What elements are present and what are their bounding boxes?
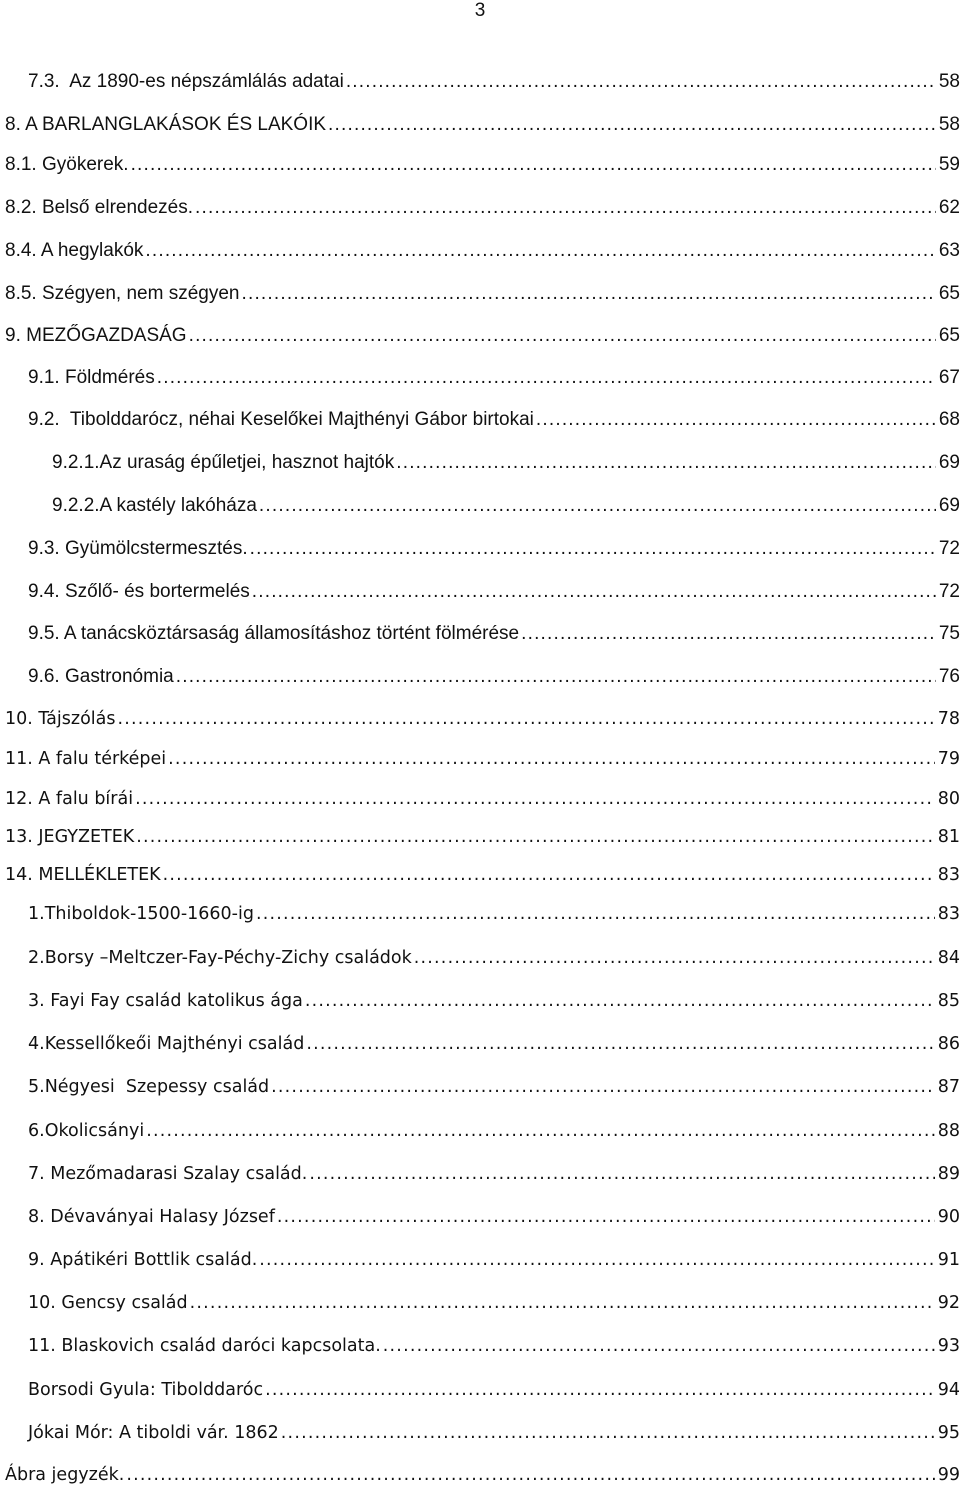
toc-entry-page: 65 [938, 325, 960, 346]
toc-entry-label: 9. Apátikéri Bottlik család. [28, 1250, 258, 1270]
toc-entry-page: 94 [937, 1380, 960, 1400]
toc-leader-dots [146, 1119, 935, 1143]
toc-entry-label: 8.4. A hegylakók [5, 240, 144, 261]
toc-entry-label: 9.2.1.Az uraság épűletjei, hasznot hajtók [52, 452, 395, 473]
toc-entry-label: 11. Blaskovich család daróci kapcsolata. [28, 1336, 381, 1356]
toc-leader-dots [265, 1378, 935, 1402]
toc-entry-label: 8.2. Belső elrendezés. [5, 197, 194, 218]
toc-leader-dots [414, 946, 935, 970]
toc-entry[interactable] [28, 580, 960, 604]
toc-entry-label: 9.3. Gyümölcstermesztés. [28, 538, 248, 559]
toc-leader-dots [521, 622, 936, 646]
toc-entry-page: 89 [937, 1164, 960, 1184]
toc-entry-label: 10. Gencsy család [28, 1293, 188, 1313]
toc-entry[interactable] [28, 537, 960, 561]
toc-entry-page: 62 [938, 197, 960, 218]
toc-entry-label: 9.2.2.A kastély lakóháza [52, 495, 257, 516]
toc-entry-page: 92 [937, 1293, 960, 1313]
toc-entry-label: 13. JEGYZETEK [5, 827, 135, 847]
toc-entry[interactable] [28, 366, 960, 390]
toc-entry[interactable] [28, 1291, 960, 1315]
toc-entry-page: 80 [937, 789, 960, 809]
toc-leader-dots [252, 580, 936, 604]
toc-entry-page: 95 [937, 1423, 960, 1443]
toc-leader-dots [281, 1421, 935, 1445]
toc-entry[interactable] [28, 989, 960, 1013]
toc-entry-label: 7. Mezőmadarasi Szalay család. [28, 1164, 308, 1184]
toc-leader-dots [118, 707, 935, 731]
toc-leader-dots [259, 494, 936, 518]
toc-entry-label: 9.6. Gastronómia [28, 666, 174, 687]
toc-entry[interactable] [5, 196, 960, 220]
toc-entry[interactable] [5, 282, 960, 306]
toc-leader-dots [306, 1032, 934, 1056]
toc-entry[interactable] [28, 1119, 960, 1143]
toc-entry-page: 68 [938, 409, 960, 430]
toc-entry-label: 9.4. Szőlő- és bortermelés [28, 581, 250, 602]
toc-entry[interactable] [5, 113, 960, 137]
toc-entry[interactable] [28, 902, 960, 926]
toc-entry[interactable] [5, 787, 960, 811]
toc-entry[interactable] [28, 946, 960, 970]
toc-leader-dots [259, 1248, 934, 1272]
toc-entry[interactable] [5, 863, 960, 887]
toc-entry-label: Borsodi Gyula: Tibolddaróc [28, 1380, 264, 1400]
toc-leader-dots [131, 153, 936, 177]
toc-entry-page: 72 [938, 538, 960, 559]
toc-entry-page: 83 [937, 865, 960, 885]
toc-entry-page: 75 [938, 623, 960, 644]
toc-leader-dots [256, 902, 935, 926]
toc-entry-label: 14. MELLÉKLETEK [5, 865, 161, 885]
toc-leader-dots [135, 787, 935, 811]
toc-entry-page: 69 [938, 495, 960, 516]
toc-entry-label: Jókai Mór: A tiboldi vár. 1862 [28, 1423, 279, 1443]
toc-entry-label: 5.Négyesi Szepessy család [28, 1077, 270, 1097]
toc-leader-dots [176, 665, 936, 689]
toc-leader-dots [190, 1291, 935, 1315]
toc-entry-label: 10. Tájszólás [5, 709, 116, 729]
toc-entry-page: 58 [938, 114, 960, 135]
toc-entry-label: 8.5. Szégyen, nem szégyen [5, 283, 240, 304]
page-number: 3 [474, 0, 486, 21]
toc-leader-dots [157, 366, 936, 390]
toc-entry[interactable] [5, 707, 960, 731]
toc-entry[interactable] [5, 825, 960, 849]
toc-entry[interactable] [28, 1378, 960, 1402]
toc-entry-page: 86 [937, 1034, 960, 1054]
toc-entry-page: 58 [938, 71, 960, 92]
toc-entry-label: 8. A BARLANGLAKÁSOK ÉS LAKÓIK [5, 114, 327, 135]
toc-entry[interactable] [28, 408, 960, 432]
toc-entry-page: 67 [938, 367, 960, 388]
toc-entry-page: 99 [937, 1465, 960, 1485]
toc-leader-dots [163, 863, 935, 887]
toc-entry-page: 93 [937, 1336, 960, 1356]
toc-leader-dots [189, 324, 936, 348]
toc-entry-label: 7.3. Az 1890-es népszámlálás adatai [28, 71, 344, 92]
toc-entry-page: 91 [937, 1250, 960, 1270]
toc-entry-label: 6.Okolicsányi [28, 1121, 145, 1141]
toc-leader-dots [168, 747, 935, 771]
toc-leader-dots [241, 282, 935, 306]
toc-entry[interactable] [52, 494, 960, 518]
toc-entry[interactable] [28, 1421, 960, 1445]
toc-entry-page: 65 [938, 283, 960, 304]
toc-entry-page: 81 [937, 827, 960, 847]
toc-entry[interactable] [5, 239, 960, 263]
toc-entry-page: 85 [937, 991, 960, 1011]
toc-leader-dots [305, 989, 935, 1013]
toc-entry-page: 90 [937, 1207, 960, 1227]
toc-entry-label: Ábra jegyzék. [5, 1465, 125, 1485]
toc-entry-page: 79 [937, 749, 960, 769]
toc-entry-label: 1.Thiboldok-1500-1660-ig [28, 904, 254, 924]
toc-leader-dots [145, 239, 935, 263]
toc-entry[interactable] [28, 665, 960, 689]
toc-entry-label: 8.1. Gyökerek. [5, 154, 129, 175]
toc-leader-dots [396, 451, 936, 475]
toc-entry-label: 3. Fayi Fay család katolikus ága [28, 991, 303, 1011]
toc-entry[interactable] [28, 1248, 960, 1272]
toc-entry[interactable] [5, 324, 960, 348]
toc-entry-page: 87 [937, 1077, 960, 1097]
toc-entry[interactable] [28, 622, 960, 646]
toc-leader-dots [136, 825, 934, 849]
toc-leader-dots [383, 1334, 935, 1358]
toc-entry-label: 9.5. A tanácsköztársaság államosításhoz történt fölmérése [28, 623, 520, 644]
toc-entry[interactable] [28, 1334, 960, 1358]
toc-entry-page: 78 [937, 709, 960, 729]
toc-entry-page: 69 [938, 452, 960, 473]
toc-entry[interactable] [28, 70, 960, 94]
toc-entry-page: 63 [938, 240, 960, 261]
toc-leader-dots [309, 1162, 934, 1186]
toc-leader-dots [277, 1205, 935, 1229]
toc-leader-dots [536, 408, 936, 432]
toc-entry[interactable] [28, 1205, 960, 1229]
toc-leader-dots [195, 196, 936, 220]
toc-entry-label: 11. A falu térképei [5, 749, 167, 769]
toc-entry-label: 12. A falu bírái [5, 789, 134, 809]
toc-leader-dots [126, 1463, 934, 1487]
toc-entry-label: 9.1. Földmérés [28, 367, 155, 388]
toc-entry-page: 72 [938, 581, 960, 602]
toc-entry[interactable] [28, 1075, 960, 1099]
toc-entry-label: 9. MEZŐGAZDASÁG [5, 325, 187, 346]
toc-entry-page: 76 [938, 666, 960, 687]
toc-entry[interactable] [28, 1032, 960, 1056]
toc-leader-dots [328, 113, 936, 137]
toc-entry-page: 59 [938, 154, 960, 175]
toc-leader-dots [346, 70, 936, 94]
toc-entry[interactable] [5, 153, 960, 177]
toc-leader-dots [250, 537, 936, 561]
toc-entry-page: 84 [937, 948, 960, 968]
toc-entry-label: 8. Dévaványai Halasy József [28, 1207, 275, 1227]
toc-entry[interactable] [52, 451, 960, 475]
toc-entry-label: 4.Kessellőkeői Majthényi család [28, 1034, 305, 1054]
toc-entry-page: 88 [937, 1121, 960, 1141]
toc-entry-label: 9.2. Tibolddarócz, néhai Keselőkei Majthényi Gábor birtokai [28, 409, 534, 430]
toc-entry[interactable] [5, 1463, 960, 1487]
toc-leader-dots [271, 1075, 935, 1099]
toc-entry-page: 83 [937, 904, 960, 924]
toc-entry[interactable] [28, 1162, 960, 1186]
toc-entry[interactable] [5, 747, 960, 771]
toc-entry-label: 2.Borsy –Meltczer-Fay-Péchy-Zichy családok [28, 948, 412, 968]
